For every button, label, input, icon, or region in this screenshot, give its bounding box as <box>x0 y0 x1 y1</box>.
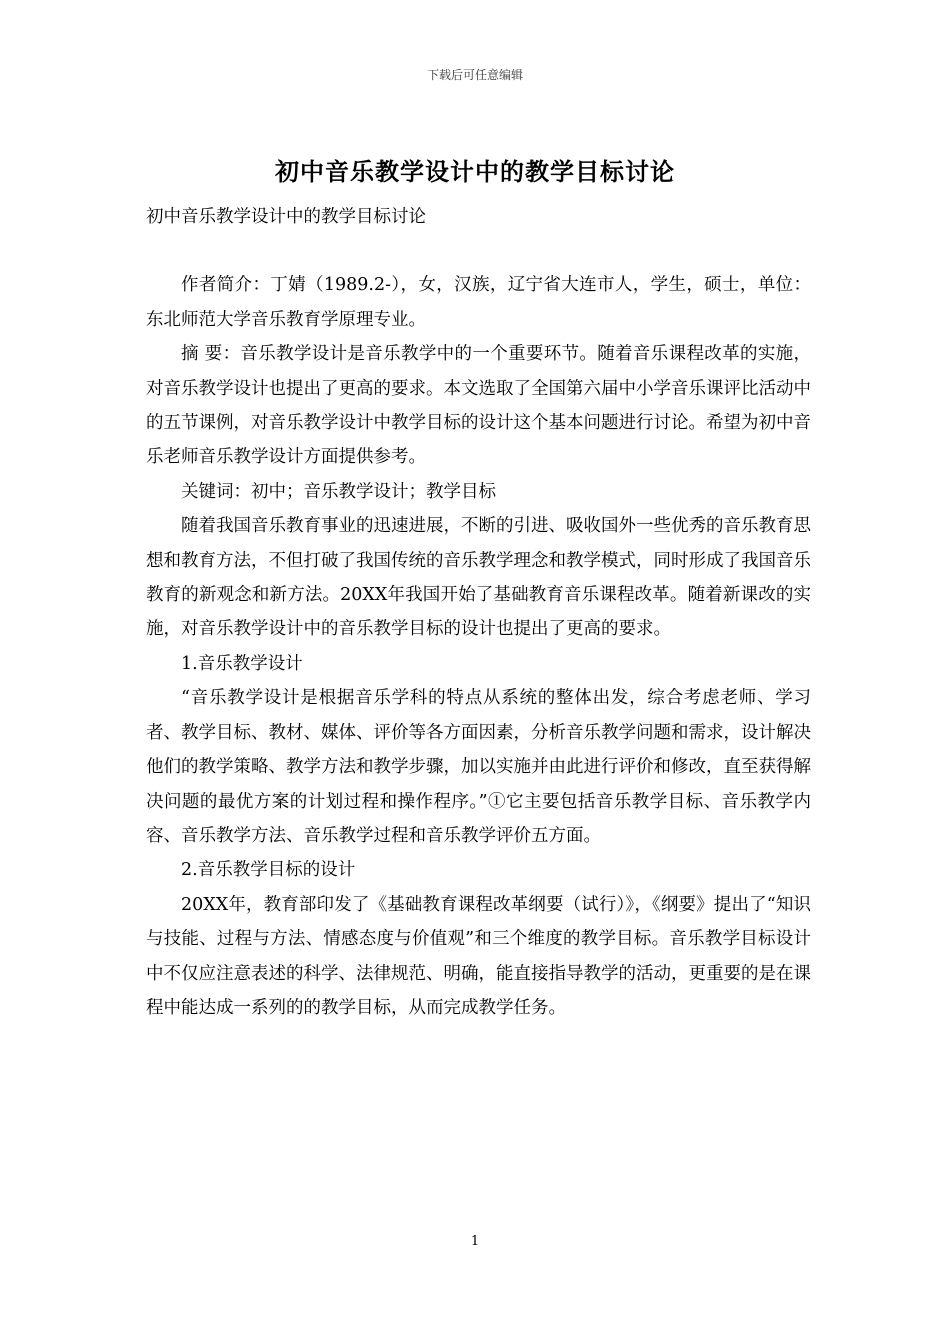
author-bio-paragraph: 作者简介：丁婧（1989.2-），女，汉族，辽宁省大连市人，学生，硕士，单位：东北师范大学音乐教育学原理专业。 <box>146 275 811 330</box>
document-body <box>146 200 811 1025</box>
page-number: 1 <box>470 1234 480 1249</box>
document-title: 初中音乐教学设计中的教学目标讨论 <box>275 157 675 186</box>
section-2-paragraph: 20XX年，教育部印发了《基础教育课程改革纲要（试行）》，《纲要》提出了“知识与技能、过程与方法、情感态度与价值观”和三个维度的教学目标。音乐教学目标设计中不仅应注意表述的科学、法律规范、明确，能直接指导教学的活动，更重要的是在课程中能达成一系列的的教学目标，从而完成教学任务。 <box>146 894 811 1018</box>
section-heading-1: 1.音乐教学设计 <box>181 653 303 674</box>
header-note: 下载后可任意编辑 <box>426 68 523 82</box>
intro-paragraph: 随着我国音乐教育事业的迅速进展，不断的引进、吸收国外一些优秀的音乐教育思想和教育方法，不但打破了我国传统的音乐教学理念和教学模式，同时形成了我国音乐教育的新观念和新方法。20XX年我国开始了基础教育音乐课程改革。随着新课改的实施，对音乐教学设计中的音乐教学目标的设计也提出了更高的要求。 <box>146 516 811 640</box>
abstract-paragraph: 摘 要：音乐教学设计是音乐教学中的一个重要环节。随着音乐课程改革的实施，对音乐教学设计也提出了更高的要求。本文选取了全国第六届中小学音乐课评比活动中的五节课例，对音乐教学设计中教学目标的设计这个基本问题进行讨论。希望为初中音乐老师音乐教学设计方面提供参考。 <box>146 344 811 468</box>
section-heading-2: 2.音乐教学目标的设计 <box>181 860 356 881</box>
keywords-paragraph: 关键词：初中；音乐教学设计；教学目标 <box>181 481 496 502</box>
subtitle: 初中音乐教学设计中的教学目标讨论 <box>146 207 426 227</box>
section-1-paragraph: “音乐教学设计是根据音乐学科的特点从系统的整体出发，综合考虑老师、学习者、教学目标、教材、媒体、评价等各方面因素，分析音乐教学问题和需求，设计解决他们的教学策略、教学方法和教学步骤，加以实施并由此进行评价和修改，直至获得解决问题的最优方案的计划过程和操作程序。”①它主要包括音乐教学目标、音乐教学内容、音乐教学方法、音乐教学过程和音乐教学评价五方面。 <box>146 688 811 846</box>
